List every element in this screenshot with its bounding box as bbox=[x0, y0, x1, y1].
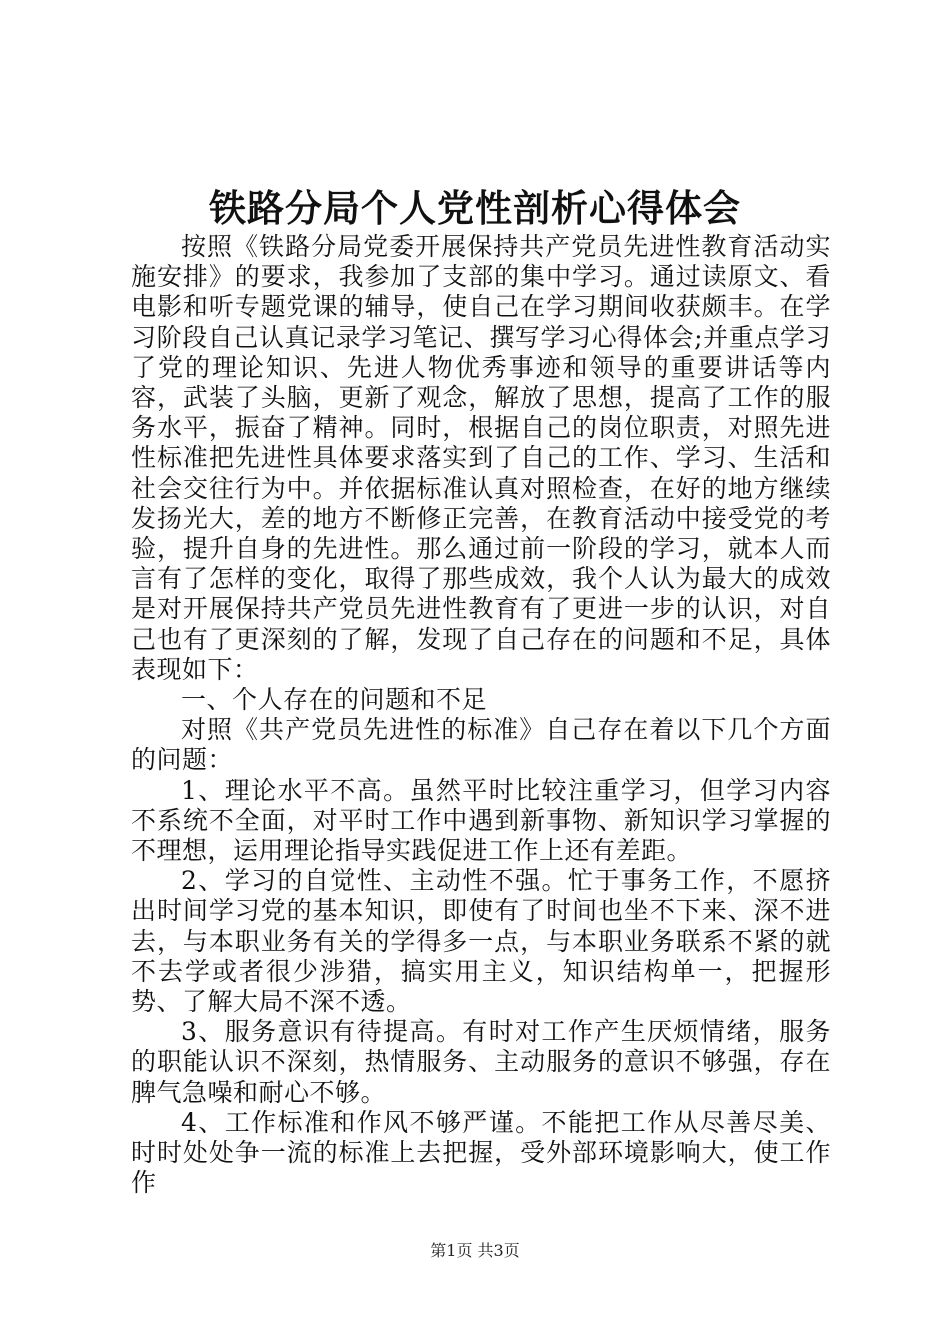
problem-item-2: 2、学习的自觉性、主动性不强。忙于事务工作，不愿挤出时间学习党的基本知识，即使有了时间也坐不下来、深不进去，与本职业务有关的学得多一点，与本职业务联系不紧的就不去学或者很少涉猎，搞实用主义，知识结构单一，把握形势、了解大局不深不透。 bbox=[131, 866, 831, 1017]
problem-item-3: 3、服务意识有待提高。有时对工作产生厌烦情绪，服务的职能认识不深刻，热情服务、主动服务的意识不够强，存在脾气急噪和耐心不够。 bbox=[131, 1017, 831, 1107]
section-heading: 一、个人存在的问题和不足 bbox=[181, 685, 488, 715]
section-intro-paragraph: 对照《共产党员先进性的标准》自己存在着以下几个方面的问题： bbox=[131, 715, 831, 775]
page-number-footer: 第1页 共3页 bbox=[430, 1241, 520, 1260]
intro-paragraph: 按照《铁路分局党委开展保持共产党员先进性教育活动实施安排》的要求，我参加了支部的集中学习。通过读原文、看电影和听专题党课的辅导，使自己在学习期间收获颇丰。在学习阶段自己认真记录学习笔记、撰写学习心得体会;并重点学习了党的理论知识、先进人物优秀事迹和领导的重要讲话等内容，武装了头脑，更新了观念，解放了思想，提高了工作的服务水平，振奋了精神。同时，根据自己的岗位职责，对照先进性标准把先进性具体要求落实到了自己的工作、学习、生活和社会交往行为中。并依据标准认真对照检查，在好的地方继续发扬光大，差的地方不断修正完善，在教育活动中接受党的考验，提升自身的先进性。那么通过前一阶段的学习，就本人而言有了怎样的变化，取得了那些成效，我个人认为最大的成效是对开展保持共产党员先进性教育有了更进一步的认识，对自己也有了更深刻的了解，发现了自己存在的问题和不足，具体表现如下： bbox=[131, 232, 831, 684]
document-body bbox=[131, 232, 831, 1199]
problem-item-4: 4、工作标准和作风不够严谨。不能把工作从尽善尽美、时时处处争一流的标准上去把握，受外部环境影响大，使工作作 bbox=[131, 1107, 831, 1198]
document-title: 铁路分局个人党性剖析心得体会 bbox=[209, 186, 741, 230]
problem-item-1: 1、理论水平不高。虽然平时比较注重学习，但学习内容不系统不全面，对平时工作中遇到新事物、新知识学习掌握的不理想，运用理论指导实践促进工作上还有差距。 bbox=[131, 775, 831, 866]
